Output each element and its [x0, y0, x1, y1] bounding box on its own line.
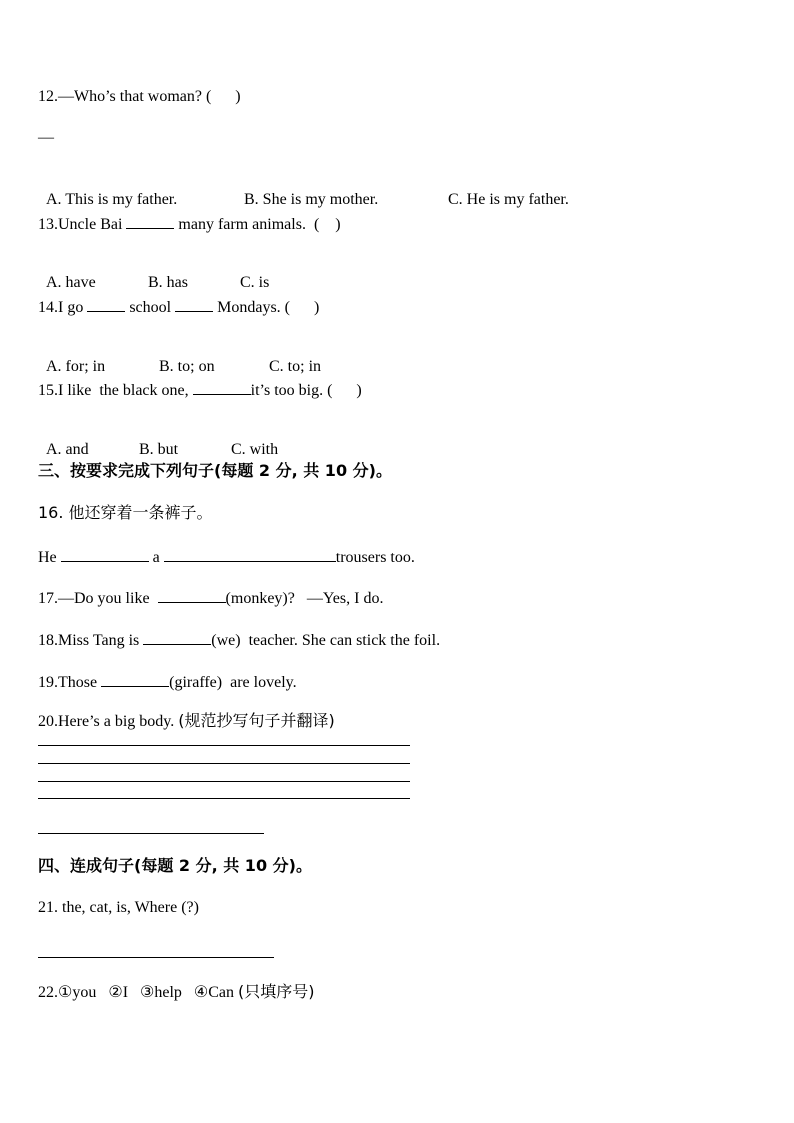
q15-text-post: it’s too big. ( ) — [250, 382, 362, 399]
q14-blank-2[interactable] — [175, 295, 213, 312]
q15-blank[interactable] — [193, 378, 251, 395]
q16-word-he: He — [38, 549, 61, 566]
q12-options — [38, 170, 569, 210]
q19-text-pre: 19.Those — [38, 674, 102, 691]
q16-word-trousers: trousers too. — [335, 549, 415, 566]
q16-blank-2[interactable] — [164, 545, 336, 562]
q20-stem — [38, 711, 335, 732]
q14-stem — [38, 295, 319, 318]
q16-blank-1[interactable] — [61, 545, 149, 562]
q20-writing-line-3[interactable] — [38, 781, 410, 782]
q16-word-a: a — [148, 549, 164, 566]
q19-stem — [38, 670, 297, 693]
q18-blank[interactable] — [143, 628, 211, 645]
q20-writing-line-1[interactable] — [38, 745, 410, 746]
q18-stem — [38, 628, 440, 651]
q21-stem: 21. the, cat, is, Where (?) — [38, 899, 199, 916]
q13-text-post: many farm animals. ( ) — [174, 216, 341, 233]
q18-text-pre: 18.Miss Tang is — [38, 632, 144, 649]
q17-text-pre: 17.—Do you like — [38, 590, 158, 607]
q15-options — [38, 420, 278, 460]
q13-blank[interactable] — [126, 212, 174, 229]
q17-stem — [38, 586, 383, 609]
q20-writing-line-4[interactable] — [38, 798, 410, 799]
q13-stem — [38, 212, 341, 235]
q17-blank[interactable] — [158, 586, 226, 603]
q16-answer — [38, 545, 415, 568]
q16-prompt: 16. 他还穿着一条裤子。 — [38, 503, 213, 522]
q15-option-b[interactable]: B. but — [139, 441, 179, 458]
q17-text-post: (monkey)? —Yes, I do. — [225, 590, 384, 607]
q15-option-a[interactable]: A. and — [46, 441, 89, 458]
q22-text: 22.①you ②I ③help ④Can — [38, 984, 239, 1001]
q12-stem: 12.—Who’s that woman? ( ) — [38, 88, 241, 105]
q14-option-c[interactable]: C. to; in — [269, 358, 322, 375]
q21-answer-line[interactable] — [38, 957, 274, 958]
q13-option-a[interactable]: A. have — [46, 274, 96, 291]
q12-option-c[interactable]: C. He is my father. — [448, 191, 569, 208]
q14-option-a[interactable]: A. for; in — [46, 358, 106, 375]
q18-text-post: (we) teacher. She can stick the foil. — [211, 632, 441, 649]
q13-option-c[interactable]: C. is — [240, 274, 270, 291]
q22-stem — [38, 982, 315, 1003]
q14-options — [38, 337, 321, 377]
section-3-heading: 三、按要求完成下列句子(每题 2 分, 共 10 分)。 — [38, 461, 392, 480]
q19-blank[interactable] — [101, 670, 169, 687]
q15-stem — [38, 378, 362, 401]
q14-option-b[interactable]: B. to; on — [159, 358, 215, 375]
q13-options — [38, 253, 269, 293]
q12-option-a[interactable]: A. This is my father. — [46, 191, 178, 208]
q19-text-post: (giraffe) are lovely. — [169, 674, 297, 691]
q12-answer-dash: — — [38, 129, 54, 146]
q13-option-b[interactable]: B. has — [148, 274, 188, 291]
q14-text-mid: school — [125, 299, 176, 316]
q20-text: 20.Here’s a big body. — [38, 713, 179, 730]
q22-note: (只填序号) — [238, 982, 315, 1001]
q15-text-pre: 15.I like the black one, — [38, 382, 193, 399]
q20-writing-line-2[interactable] — [38, 763, 410, 764]
q13-text-pre: 13.Uncle Bai — [38, 216, 127, 233]
q20-translation-line[interactable] — [38, 833, 264, 834]
section-4-heading: 四、连成句子(每题 2 分, 共 10 分)。 — [38, 856, 312, 875]
q20-note: (规范抄写句子并翻译) — [178, 711, 335, 730]
q14-blank-1[interactable] — [87, 295, 125, 312]
q14-text-pre: 14.I go — [38, 299, 88, 316]
q14-text-post: Mondays. ( ) — [213, 299, 320, 316]
q12-option-b[interactable]: B. She is my mother. — [244, 191, 379, 208]
q15-option-c[interactable]: C. with — [231, 441, 279, 458]
